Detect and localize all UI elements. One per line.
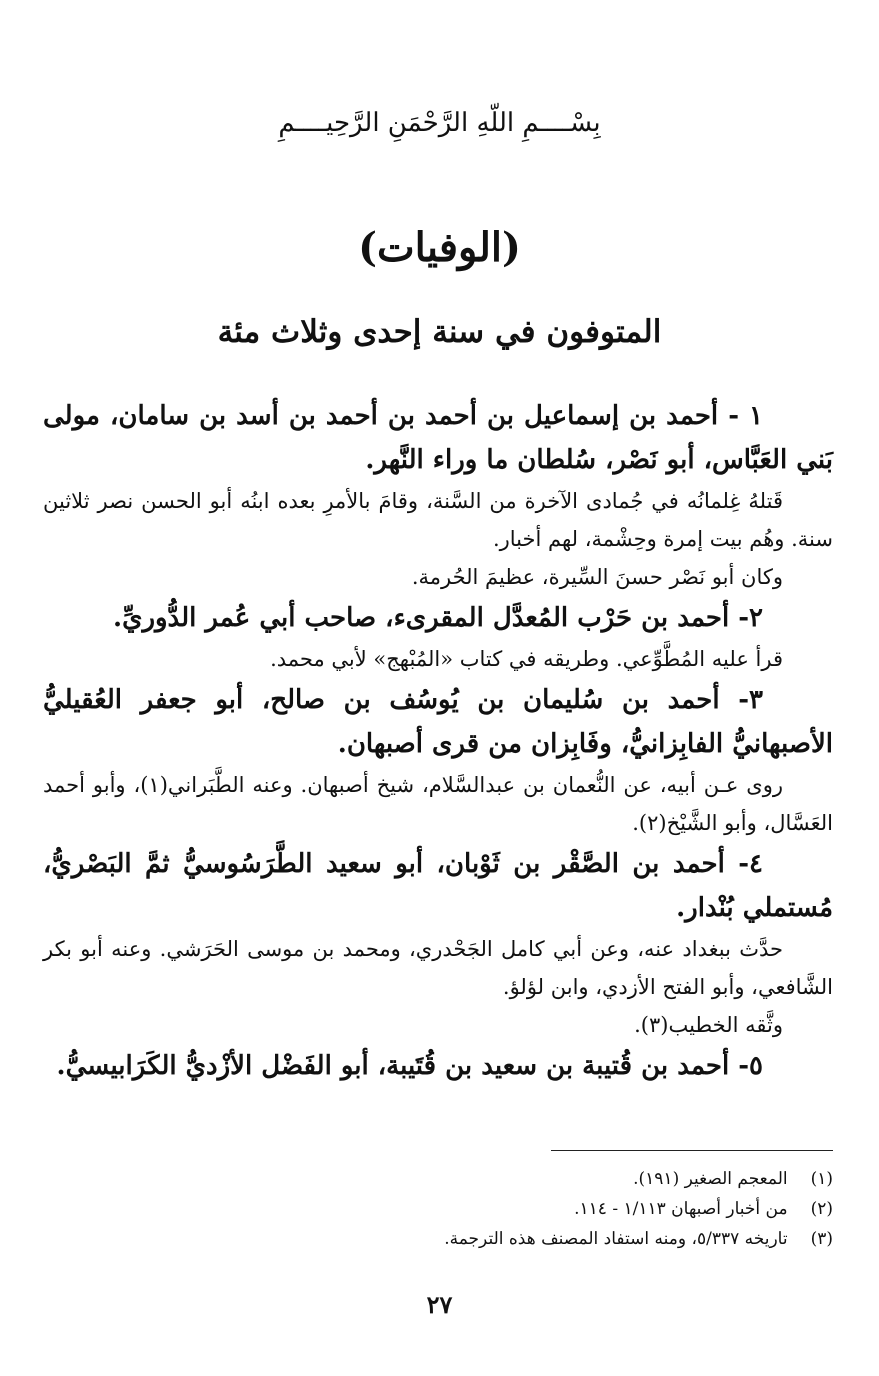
footnote-separator (551, 1150, 833, 1151)
entry-heading: ٥- أحمد بن قُتيبة بن سعيد بن قُتَيبة، أبو الفَضْل الأزْديُّ الكَرَابيسيُّ. (56, 1051, 763, 1081)
footnote-number: (٣) (810, 1229, 833, 1249)
footnote-text: تاريخه ٥/٣٣٧، ومنه استفاد المصنف هذه الترجمة. (444, 1229, 788, 1249)
footnotes (43, 1164, 833, 1254)
entry-paragraph: قَتلهُ غِلمانُه في جُمادى الآخرة من السَّنة، وقامَ بالأمرِ بعده ابنُه أبو الحسن نصر ثلاثين سنة. وهُم بيت إمرة وحِشْمة، لهم أخبار. (43, 489, 833, 551)
footnote-number: (١) (810, 1169, 833, 1189)
footnote-text: المعجم الصغير (١٩١). (633, 1169, 788, 1189)
footnote-number: (٢) (810, 1199, 833, 1219)
footnote (43, 1194, 833, 1224)
chapter-title: (الوفيات) (358, 224, 521, 271)
entry-paragraph: قرأ عليه المُطَّوِّعي. وطريقه في كتاب «المُبْهج» لأبي محمد. (270, 647, 783, 671)
page-number: ٢٧ (426, 1290, 453, 1319)
section-title: المتوفون في سنة إحدى وثلاث مئة (217, 314, 662, 350)
main-text (43, 394, 833, 1088)
footnote-text: من أخبار أصبهان ١/١١٣ - ١١٤. (574, 1199, 788, 1219)
entry-heading: ١ - أحمد بن إسماعيل بن أحمد بن أحمد بن أسد بن سامان، مولى بَني العَبَّاس، أبو نَصْر، سُلطان ما وراء النَّهر. (43, 401, 833, 475)
footnote (43, 1164, 833, 1194)
entry-heading: ٢- أحمد بن حَرْب المُعدَّل المقرىء، صاحب أبي عُمر الدُّوريِّ. (113, 603, 763, 633)
entry-paragraph: وثَّقه الخطيب(٣). (634, 1013, 783, 1037)
entry-paragraph: وكان أبو نَصْر حسنَ السِّيرة، عظيمَ الحُرمة. (411, 565, 783, 589)
footnote (43, 1224, 833, 1254)
entry-paragraph: حدَّث ببغداد عنه، وعن أبي كامل الجَحْدري، ومحمد بن موسى الحَرَشي. وعنه أبو بكر الشَّافعي، وأبو الفتح الأزدي، وابن لؤلؤ. (43, 937, 833, 999)
entry-heading: ٣- أحمد بن سُليمان بن يُوسُف بن صالح، أبو جعفر العُقيليُّ الأصبهانيُّ الفابِزانيُّ، وفَابِزان من قرى أصبهان. (43, 685, 833, 759)
entry-heading: ٤- أحمد بن الصَّقْر بن ثَوْبان، أبو سعيد الطَّرَسُوسيُّ ثمَّ البَصْريُّ، مُستملي بُنْدار. (43, 849, 833, 923)
basmala-header: بِسْــــمِ اللّهِ الرَّحْمَنِ الرَّحِيــــمِ (278, 108, 601, 138)
entry-paragraph: روى عـن أبيه، عن النُّعمان بن عبدالسَّلام، شيخ أصبهان. وعنه الطَّبَراني(١)، وأبو أحمد العَسَّال، وأبو الشَّيْخ(٢). (43, 773, 833, 835)
